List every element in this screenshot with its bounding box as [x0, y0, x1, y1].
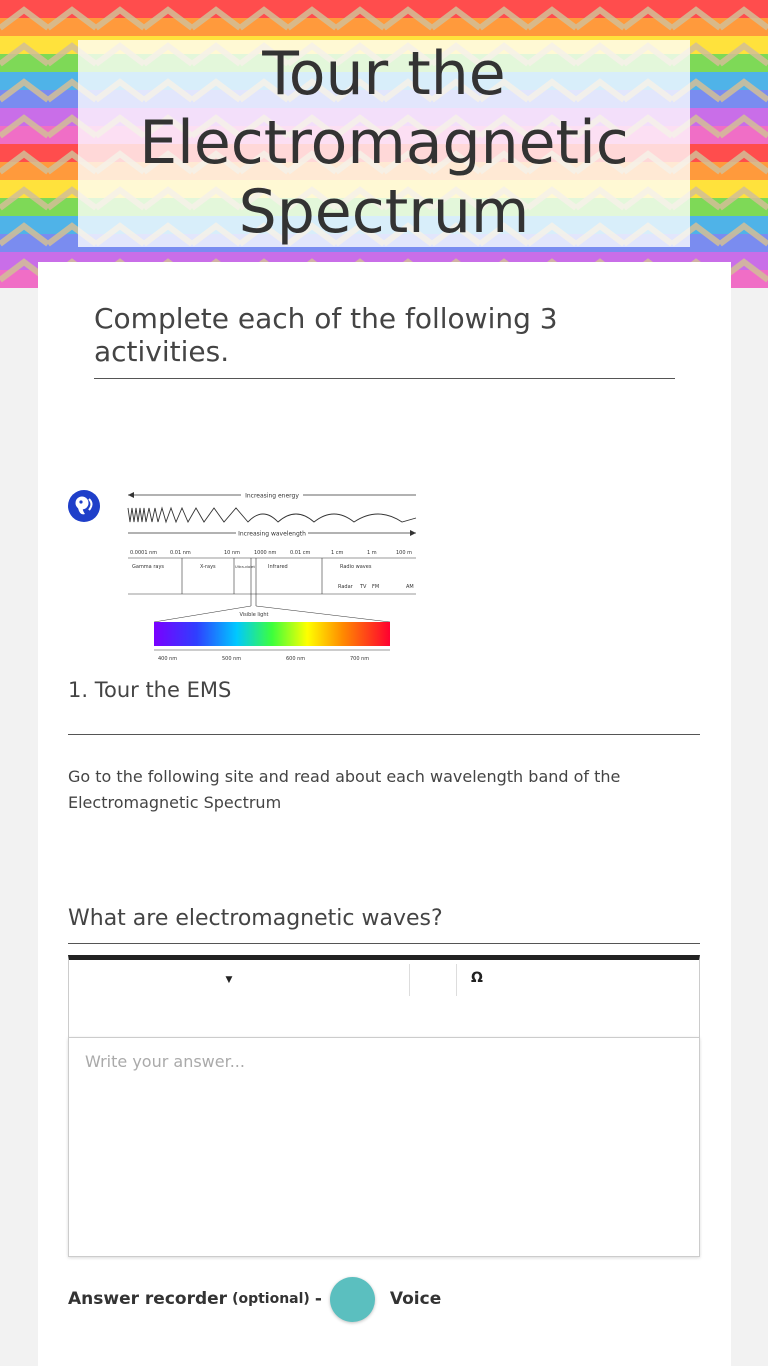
- scale-label: 0.01 nm: [170, 550, 191, 556]
- radio-sub-label: FM: [372, 584, 380, 590]
- radio-sub-label: Radar: [338, 584, 353, 590]
- band-label: Gamma rays: [132, 564, 165, 570]
- visible-scale-label: 400 nm: [158, 656, 178, 662]
- chevron-banner: [0, 0, 768, 288]
- recorder-optional-label: (optional): [232, 1291, 310, 1307]
- band-label: X-rays: [200, 564, 216, 570]
- visible-light-label: Visible light: [239, 612, 269, 618]
- band-label: Radio waves: [340, 564, 372, 570]
- caret-down-icon: ▼: [225, 975, 233, 985]
- record-voice-button[interactable]: [330, 1277, 375, 1322]
- special-character-button[interactable]: Ω: [471, 970, 483, 986]
- voice-label: Voice: [389, 1289, 442, 1309]
- editor-toolbar: [68, 955, 700, 1037]
- answer-recorder: [68, 1276, 700, 1322]
- answer-input[interactable]: [68, 1037, 700, 1257]
- intro-heading: Complete each of the following 3 activities.: [94, 302, 558, 368]
- scale-label: 0.0001 nm: [130, 550, 158, 556]
- format-dropdown[interactable]: [219, 970, 239, 990]
- wavelength-label: Increasing wavelength: [238, 530, 306, 538]
- visible-scale-label: 600 nm: [286, 656, 306, 662]
- content-card: [38, 262, 731, 1366]
- scale-label: 10 nm: [224, 550, 240, 556]
- scale-label: 0.01 cm: [290, 550, 311, 556]
- radio-sub-label: TV: [360, 584, 367, 590]
- toolbar-divider: [409, 964, 410, 996]
- recorder-label: Answer recorder: [68, 1289, 228, 1309]
- scale-label: 1000 nm: [254, 550, 277, 556]
- page-title: Tour the Electromagnetic Spectrum: [139, 39, 629, 247]
- activity-instructions: Go to the following site and read about each wavelength band of the Electromagnetic Spectrum: [68, 767, 621, 812]
- visible-scale-label: 500 nm: [222, 656, 242, 662]
- question-text: What are electromagnetic waves?: [68, 903, 700, 944]
- em-spectrum-image: [126, 488, 418, 672]
- band-label: Ultra-violet: [235, 565, 255, 569]
- pbs-logo-icon: [68, 490, 100, 522]
- visible-scale-label: 700 nm: [350, 656, 370, 662]
- title-box: [78, 40, 690, 247]
- scale-label: 100 m: [396, 550, 413, 556]
- intro-section: [94, 302, 675, 379]
- scale-label: 1 cm: [331, 550, 344, 556]
- band-label: Infrared: [268, 564, 288, 570]
- energy-label: Increasing energy: [245, 492, 299, 500]
- scale-label: 1 m: [367, 550, 377, 556]
- activity-title: 1. Tour the EMS: [68, 676, 700, 735]
- toolbar-divider: [456, 964, 457, 996]
- radio-sub-label: AM: [406, 584, 414, 590]
- recorder-dash: -: [314, 1289, 322, 1309]
